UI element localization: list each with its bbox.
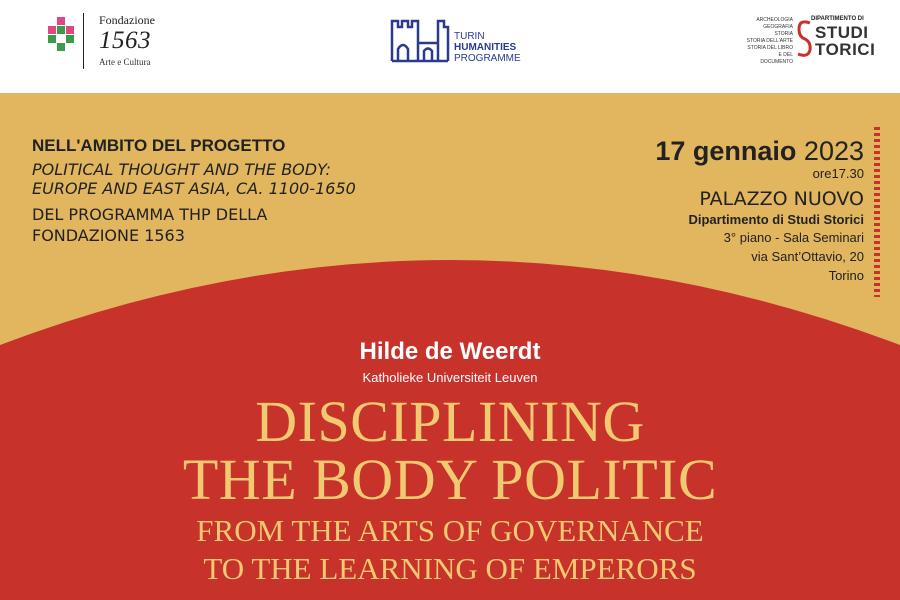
thp-line-2: HUMANITIES (454, 42, 517, 53)
speaker-name: Hilde de Weerdt (359, 338, 541, 365)
fondazione-subtitle: Arte e Cultura (99, 57, 151, 67)
project-title (32, 160, 356, 198)
event-details (655, 136, 864, 285)
talk-subtitle-line-1: FROM THE ARTS OF GOVERNANCE (196, 513, 704, 548)
program-line-2: FONDAZIONE 1563 (32, 226, 185, 245)
talk-title-line-1: DISCIPLINING (255, 389, 645, 454)
event-department: Dipartimento di Studi Storici (688, 212, 864, 227)
project-title-line-1: POLITICAL THOUGHT AND THE BODY: (32, 160, 331, 179)
dss-discipline: STORIA DELL'ARTE (746, 38, 793, 44)
talk-title-line-2: THE BODY POLITIC (182, 447, 718, 512)
event-year: 2023 (803, 136, 864, 166)
project-label: NELL'AMBITO DEL PROGETTO (32, 136, 286, 155)
event-address: via Sant’Ottavio, 20 (751, 249, 864, 264)
speaker-block (0, 338, 900, 387)
dss-studi-text: STUDI (815, 23, 869, 42)
dotted-red-rule (874, 127, 880, 297)
dss-discipline: E DEL DOCUMENTO (760, 52, 793, 65)
thp-line-3: PROGRAMME (454, 53, 521, 64)
dss-department-label: DIPARTIMENTO DI (811, 16, 864, 22)
program-info (32, 204, 356, 246)
dss-discipline: GEOGRAFIA (763, 24, 793, 30)
dss-storici-text: TORICI (815, 40, 876, 59)
fondazione-year: 1563 (99, 27, 151, 54)
speaker-affiliation: Katholieke Universiteit Leuven (362, 370, 538, 385)
dss-discipline: STORIA DEL LIBRO (747, 45, 793, 51)
event-day-month: 17 gennaio (655, 136, 797, 166)
event-room: 3° piano - Sala Seminari (723, 230, 864, 245)
dss-discipline: ARCHEOLOGIA (756, 17, 793, 23)
event-city: Torino (828, 268, 864, 283)
thp-line-1: TURIN (454, 31, 485, 42)
event-venue: PALAZZO NUOVO (699, 188, 864, 210)
talk-title-block (0, 389, 900, 586)
program-line-1: DEL PROGRAMMA THP DELLA (32, 205, 268, 224)
fondazione-name: Fondazione (99, 13, 155, 27)
project-title-line-2: EUROPE AND EAST ASIA, CA. 1100-1650 (32, 179, 356, 198)
event-date (655, 136, 864, 166)
project-info (32, 136, 356, 246)
talk-subtitle-line-2: TO THE LEARNING OF EMPERORS (203, 551, 697, 586)
dss-discipline: STORIA (774, 31, 793, 37)
event-time: ore17.30 (812, 166, 864, 181)
